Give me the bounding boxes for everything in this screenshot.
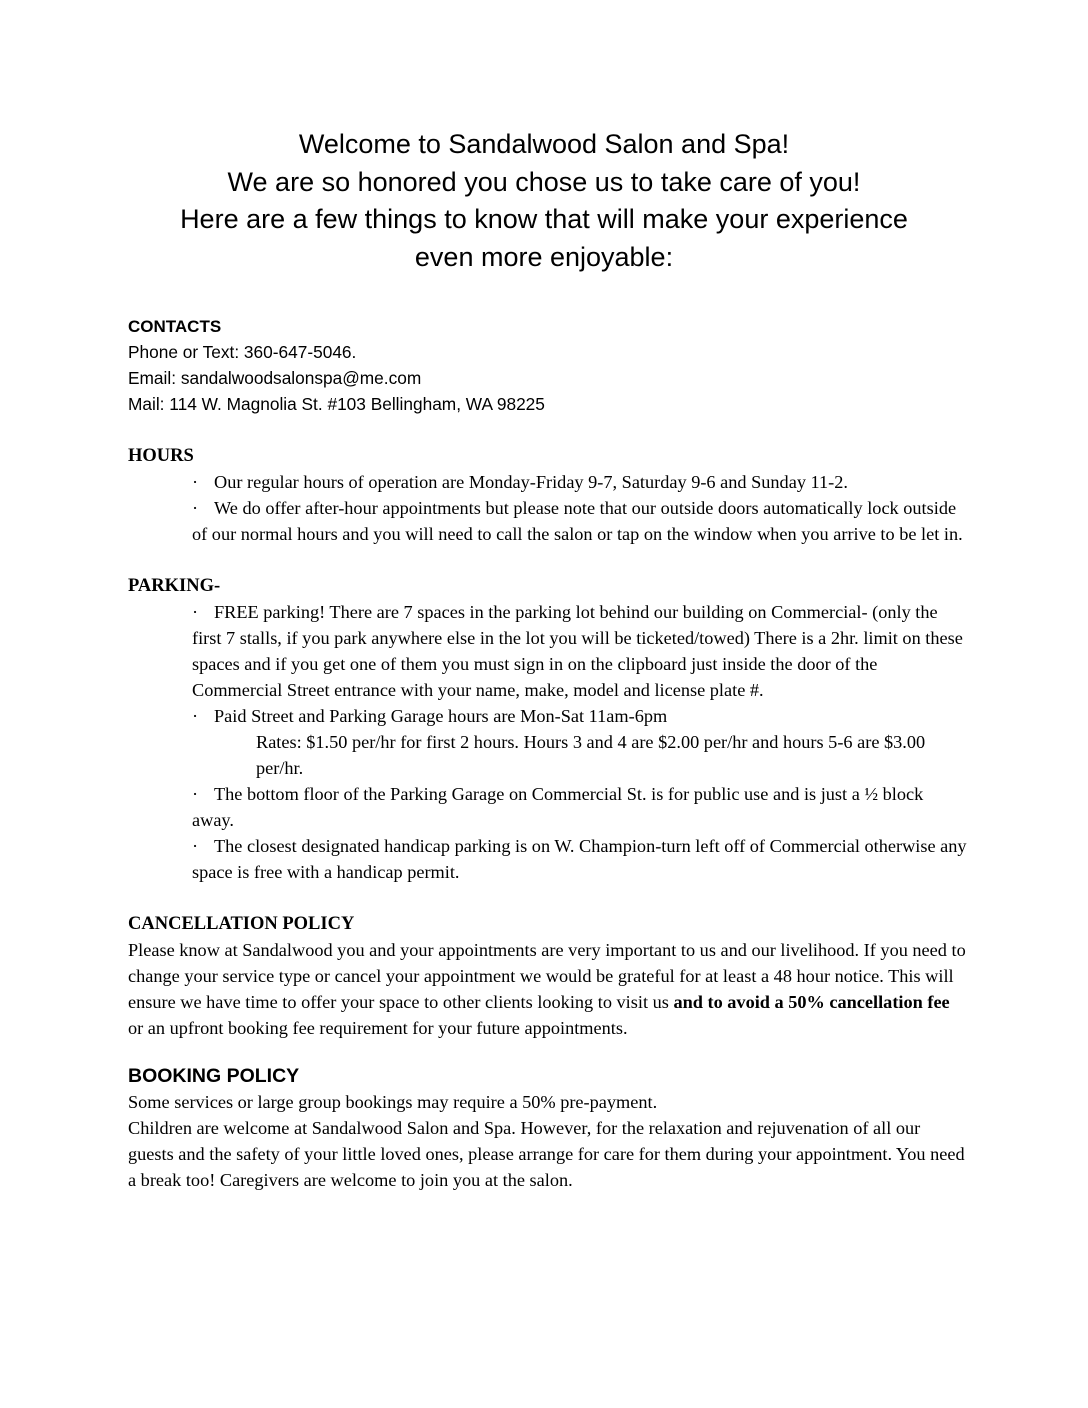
contact-mail: Mail: 114 W. Magnolia St. #103 Bellingham, WA 98225 <box>128 394 545 414</box>
cancellation-heading: CANCELLATION POLICY <box>128 914 355 934</box>
parking-item <box>192 781 968 833</box>
contacts-section <box>128 315 968 417</box>
cancellation-text <box>128 937 968 1041</box>
parking-heading: PARKING- <box>128 576 221 596</box>
booking-children-policy: Children are welcome at Sandalwood Salon and Spa. However, for the relaxation and rejuvenation of all our guests and the safety of your little loved ones, please arrange for care for them during your appointment. You need a break too! Caregivers are welcome to join you at the salon. <box>128 1118 965 1190</box>
title-line: even more enjoyable: <box>414 241 674 272</box>
cancellation-section <box>128 911 968 1041</box>
booking-prepayment: Some services or large group bookings may require a 50% pre-payment. <box>128 1092 658 1112</box>
hours-section <box>128 443 968 547</box>
contacts-heading: CONTACTS <box>128 317 222 336</box>
hours-item <box>192 469 968 495</box>
parking-item-text: FREE parking! There are 7 spaces in the parking lot behind our building on Commercial- (only the first 7 stalls, if you park anywhere else in the lot you will be ticketed/towed) There is a 2hr. limit on these spaces and if you get one of them you must sign in on the clipboard just inside the door of the Commercial Street entrance with your name, make, model and license plate #. <box>192 602 963 700</box>
bullet-marker: · <box>192 784 199 804</box>
title-line: Welcome to Sandalwood Salon and Spa! <box>298 129 790 159</box>
hours-item-text: Our regular hours of operation are Monday-Friday 9-7, Saturday 9-6 and Sunday 11-2. <box>214 472 848 492</box>
parking-item-text: Paid Street and Parking Garage hours are Mon-Sat 11am-6pm <box>214 706 668 726</box>
title-line: We are so honored you chose us to take care of you! <box>227 166 861 197</box>
hours-item-text: We do offer after-hour appointments but please note that our outside doors automatically lock outside of our normal hours and you will need to call the salon or tap on the window when you arrive to be let in. <box>192 498 963 544</box>
contact-phone: Phone or Text: 360-647-5046. <box>128 342 357 362</box>
parking-item <box>192 703 968 729</box>
parking-section <box>128 573 968 885</box>
booking-heading: BOOKING POLICY <box>128 1065 300 1087</box>
hours-heading: HOURS <box>128 446 194 466</box>
welcome-title <box>0 126 1088 276</box>
contact-email: Email: sandalwoodsalonspa@me.com <box>128 368 422 388</box>
parking-item-text: The bottom floor of the Parking Garage on Commercial St. is for public use and is just a ½ block away. <box>192 784 924 830</box>
title-line: Here are a few things to know that will make your experience <box>180 204 908 234</box>
parking-rates: Rates: $1.50 per/hr for first 2 hours. Hours 3 and 4 are $2.00 per/hr and hours 5-6 are $3.00 per/hr. <box>256 732 926 778</box>
bullet-marker: · <box>192 602 199 622</box>
bullet-marker: · <box>192 472 199 492</box>
parking-item <box>192 833 968 885</box>
booking-section <box>128 1063 968 1193</box>
cancellation-text-start: Please know at Sandalwood you and your appointments are very important to us and our livelihood. If you need to change your service type or cancel your appointment we would be grateful for at least a 48 hour notice. This will ensure we have time to offer your space to other clients looking to visit us <box>128 940 966 1012</box>
bullet-marker: · <box>192 836 199 856</box>
bullet-marker: · <box>192 706 199 726</box>
cancellation-text-end: or an upfront booking fee requirement for your future appointments. <box>128 1018 628 1038</box>
parking-item <box>192 599 968 703</box>
bullet-marker: · <box>192 498 199 518</box>
cancellation-fee-emphasis: and to avoid a 50% cancellation fee <box>673 992 950 1012</box>
parking-item-text: The closest designated handicap parking is on W. Champion-turn left off of Commercial otherwise any space is free with a handicap permit. <box>192 836 967 882</box>
hours-item <box>192 495 968 547</box>
document-body <box>128 315 968 1193</box>
